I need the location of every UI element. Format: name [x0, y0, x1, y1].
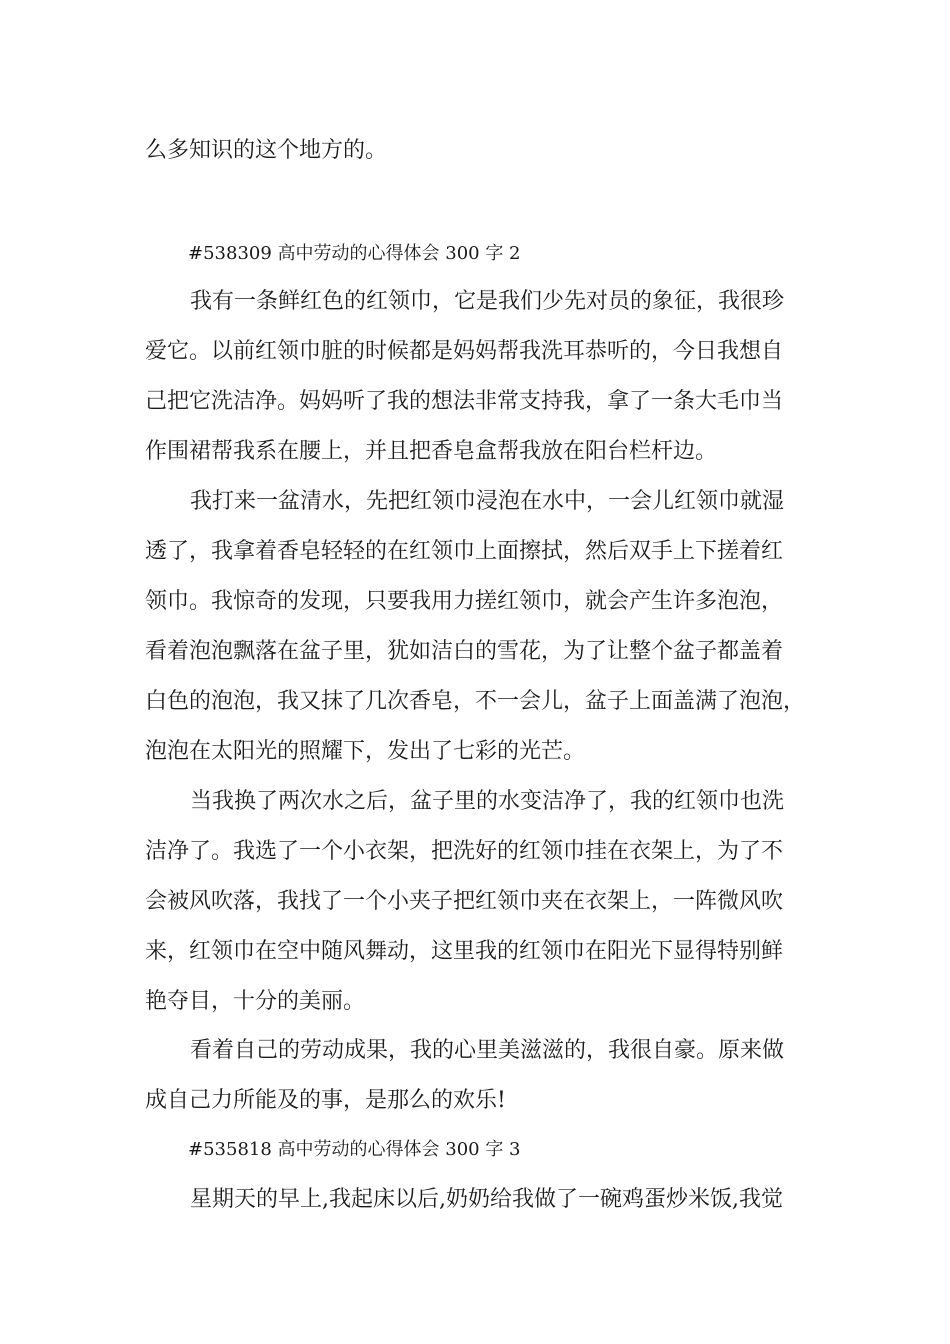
text-line: 我有一条鲜红色的红领巾，它是我们少先对员的象征，我很珍 [190, 289, 785, 314]
text-line: 会被风吹落，我找了一个小夹子把红领巾夹在衣架上，一阵微风吹 [145, 889, 784, 914]
section-heading: #538309 高中劳动的心得体会 300 字 2 [188, 243, 521, 264]
text-line: 洁净了。我选了一个小衣架，把洗好的红领巾挂在衣架上，为了不 [145, 839, 784, 864]
text-line: 么多知识的这个地方的。 [145, 138, 388, 163]
text-line: 我打来一盆清水，先把红领巾浸泡在水中，一会儿红领巾就湿 [190, 489, 785, 514]
text-line: 星期天的早上,我起床以后,奶奶给我做了一碗鸡蛋炒米饭,我觉 [190, 1187, 783, 1212]
text-line: 来，红领巾在空中随风舞动，这里我的红领巾在阳光下显得特别鲜 [145, 939, 784, 964]
text-line: 爱它。以前红领巾脏的时候都是妈妈帮我洗耳恭听的，今日我想自 [145, 339, 784, 364]
text-line: 看着自己的劳动成果，我的心里美滋滋的，我很自豪。原来做 [190, 1038, 785, 1063]
section-heading: #535818 高中劳动的心得体会 300 字 3 [188, 1139, 521, 1160]
text-line: 泡泡在太阳光的照耀下，发出了七彩的光芒。 [145, 739, 586, 764]
text-line: 己把它洗洁净。妈妈听了我的想法非常支持我，拿了一条大毛巾当 [145, 389, 784, 414]
text-line: 成自己力所能及的事，是那么的欢乐! [145, 1088, 506, 1113]
text-line: 作围裙帮我系在腰上，并且把香皂盒帮我放在阳台栏杆边。 [145, 439, 718, 464]
text-line: 白色的泡泡，我又抹了几次香皂，不一会儿，盆子上面盖满了泡泡， [145, 689, 806, 714]
text-line: 看着泡泡飘落在盆子里，犹如洁白的雪花，为了让整个盆子都盖着 [145, 639, 784, 664]
text-line: 艳夺目，十分的美丽。 [145, 989, 366, 1014]
text-line: 当我换了两次水之后，盆子里的水变洁净了，我的红领巾也洗 [190, 789, 785, 814]
text-line: 透了，我拿着香皂轻轻的在红领巾上面擦拭，然后双手上下搓着红 [145, 539, 784, 564]
text-line: 领巾。我惊奇的发现，只要我用力搓红领巾，就会产生许多泡泡， [145, 589, 784, 614]
